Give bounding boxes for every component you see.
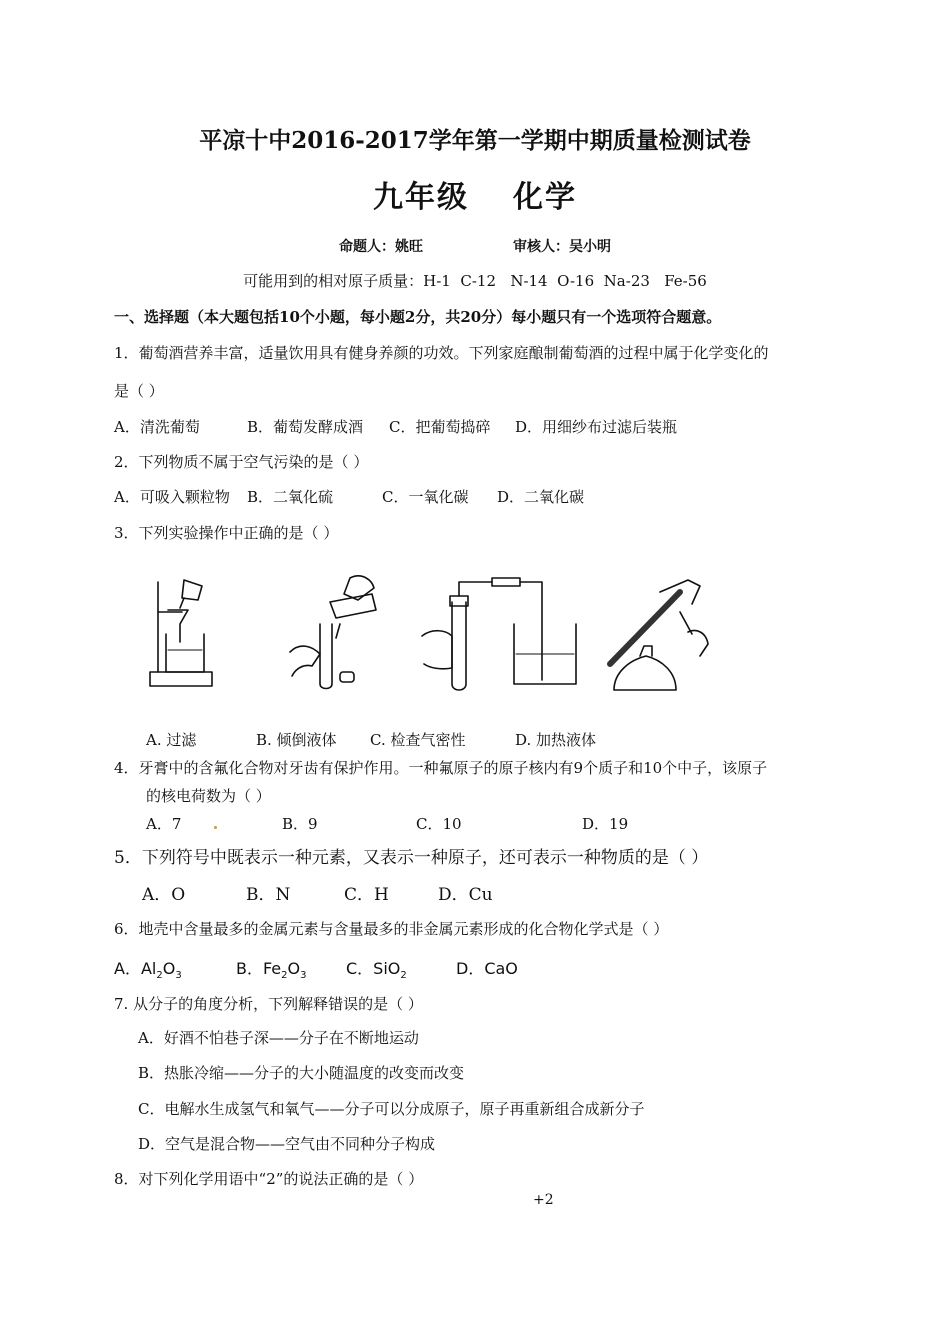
exam-subtitle [0,172,950,216]
q3-label-a: A. 过滤 [146,731,197,749]
q6-option-b: B．$Fe_2O_3$ [236,959,307,982]
q6-option-a: A．$Al_2O_3$ [114,959,182,982]
q3-text: 3．下列实验操作中正确的是（ ） [114,524,339,542]
q1-option-a: A．清洗葡萄 [114,418,200,436]
q2-option-c: C．一氧化碳 [382,488,469,506]
q6-text: 6．地壳中含量最多的金属元素与含量最多的非金属元素形成的化合物化学式是（ ） [114,920,669,938]
lab-operations-figure [140,572,720,694]
q7-option-b: B．热胀冷缩——分子的大小随温度的改变而改变 [138,1064,465,1082]
q1-option-c: C．把葡萄捣碎 [389,418,491,436]
q2-option-d: D．二氧化碳 [497,488,585,506]
q8-text: 8．对下列化学用语中“2”的说法正确的是（ ） [114,1170,424,1188]
section-heading: 一、选择题（本大题包括10个小题，每小题2分，共20分）每小题只有一个选项符合题意。 [114,308,722,326]
q7-option-c: C．电解水生成氢气和氧气——分子可以分成原子，原子再重新组合成新分子 [138,1100,645,1118]
q5-option-a: A．O [142,885,186,905]
q5-option-b: B．N [246,885,291,905]
q1-text-line1: 1．葡萄酒营养丰富，适量饮用具有健身养颜的功效。下列家庭酿制葡萄酒的过程中属于化学变化的 [114,344,769,362]
authors-line [0,236,950,256]
heating-liquid [610,580,708,690]
subject-label: 化学 [513,180,577,215]
q7-text: 7. 从分子的角度分析，下列解释错误的是（ ） [114,995,423,1013]
q6-option-c: C．SiO$_2$ [346,959,407,982]
q1-option-d: D．用细纱布过滤后装瓶 [515,418,678,436]
q7-option-d: D．空气是混合物——空气由不同种分子构成 [138,1135,436,1153]
q3-label-d: D. 加热液体 [515,731,597,749]
scan-speck [214,826,217,829]
q4-option-d: D．19 [582,815,629,833]
q2-option-a: A．可吸入颗粒物 [114,488,230,506]
reviewer-label: 审核人：吴小明 [513,239,611,255]
q4-option-c: C．10 [416,815,462,833]
q4-option-a: A．7 [146,815,182,833]
q2-text: 2．下列物质不属于空气污染的是（ ） [114,453,369,471]
grade-label: 九年级 [373,180,469,215]
q7-option-a: A．好酒不怕巷子深——分子在不断地运动 [138,1029,419,1047]
q4-text-line2: 的核电荷数为（ ） [146,787,271,805]
filtration-apparatus [150,580,212,686]
q4-option-b: B．9 [282,815,318,833]
author-label: 命题人：姚旺 [339,239,423,255]
q3-label-b: B. 倾倒液体 [256,731,337,749]
q3-label-c: C. 检查气密性 [370,731,466,749]
q5-text: 5．下列符号中既表示一种元素，又表示一种原子，还可表示一种物质的是（ ） [114,848,709,868]
q5-option-d: D．Cu [438,885,493,905]
q4-text-line1: 4．牙膏中的含氟化合物对牙齿有保护作用。一种氟原子的原子核内有9个质子和10个中子，该原子 [114,759,768,777]
pouring-liquid [290,576,376,689]
exam-title: 平凉十中2016-2017学年第一学期中期质量检测试卷 [199,127,751,154]
q5-option-c: C．H [344,885,389,905]
valence-mark: +2 [533,1192,554,1208]
q1-option-b: B．葡萄发酵成酒 [247,418,364,436]
atomic-masses: 可能用到的相对原子质量：H-1 C-12 N-14 O-16 Na-23 Fe-56 [243,272,707,290]
q2-option-b: B．二氧化硫 [247,488,334,506]
q6-option-d: D．CaO [456,959,518,978]
q1-text-line2: 是（ ） [114,382,164,400]
airtightness-check [422,578,576,690]
